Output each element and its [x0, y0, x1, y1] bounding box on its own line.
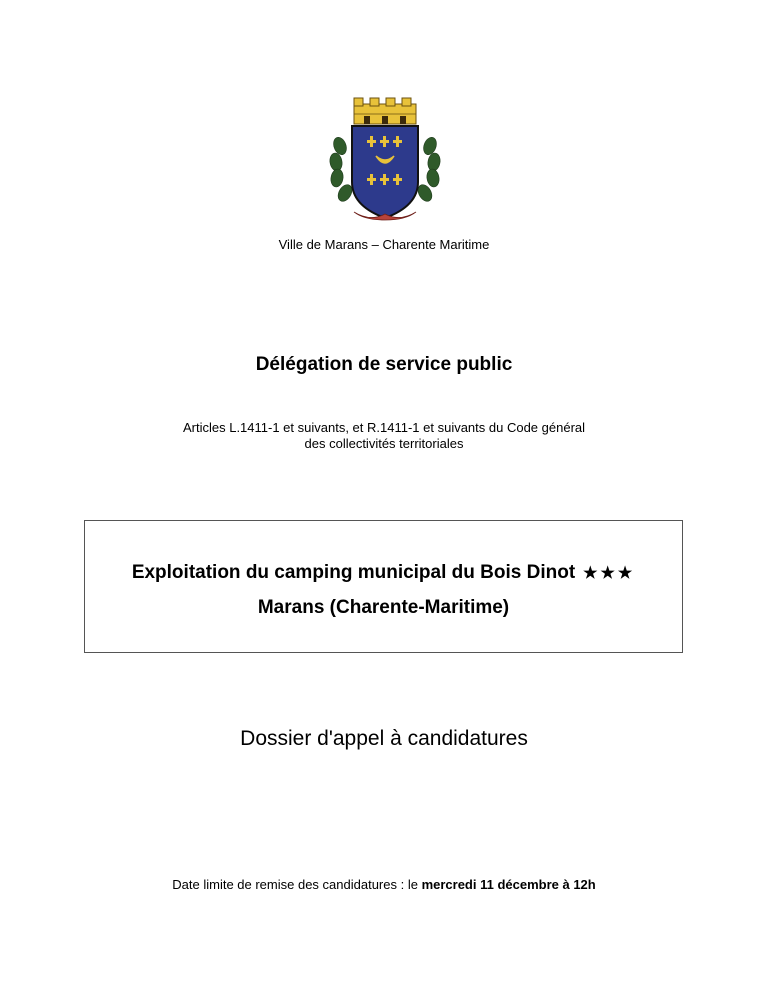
marans-coat-of-arms [326, 94, 444, 224]
legal-references-line-1: Articles L.1411-1 et suivants, et R.1411-1 et suivants du Code général [182, 420, 586, 435]
subject-title [85, 562, 682, 584]
legal-references-line-2: des collectivités territoriales [304, 436, 464, 451]
town-line: Ville de Marans – Charente Maritime [278, 237, 490, 252]
subject-location: Marans (Charente-Maritime) [257, 597, 510, 618]
mural-crown [354, 98, 416, 124]
deadline-line [0, 877, 768, 892]
page-title: Délégation de service public [255, 354, 513, 375]
subject-title-text: Exploitation du camping municipal du Bois Dinot [131, 562, 576, 583]
star-rating: ★★★ [583, 565, 636, 582]
deadline-prefix: Date limite de remise des candidatures : le [172, 877, 422, 892]
deadline-date: mercredi 11 décembre à 12h [421, 877, 596, 892]
dossier-title: Dossier d'appel à candidatures [240, 727, 528, 750]
legal-references [0, 420, 768, 452]
subject-box [84, 520, 683, 653]
